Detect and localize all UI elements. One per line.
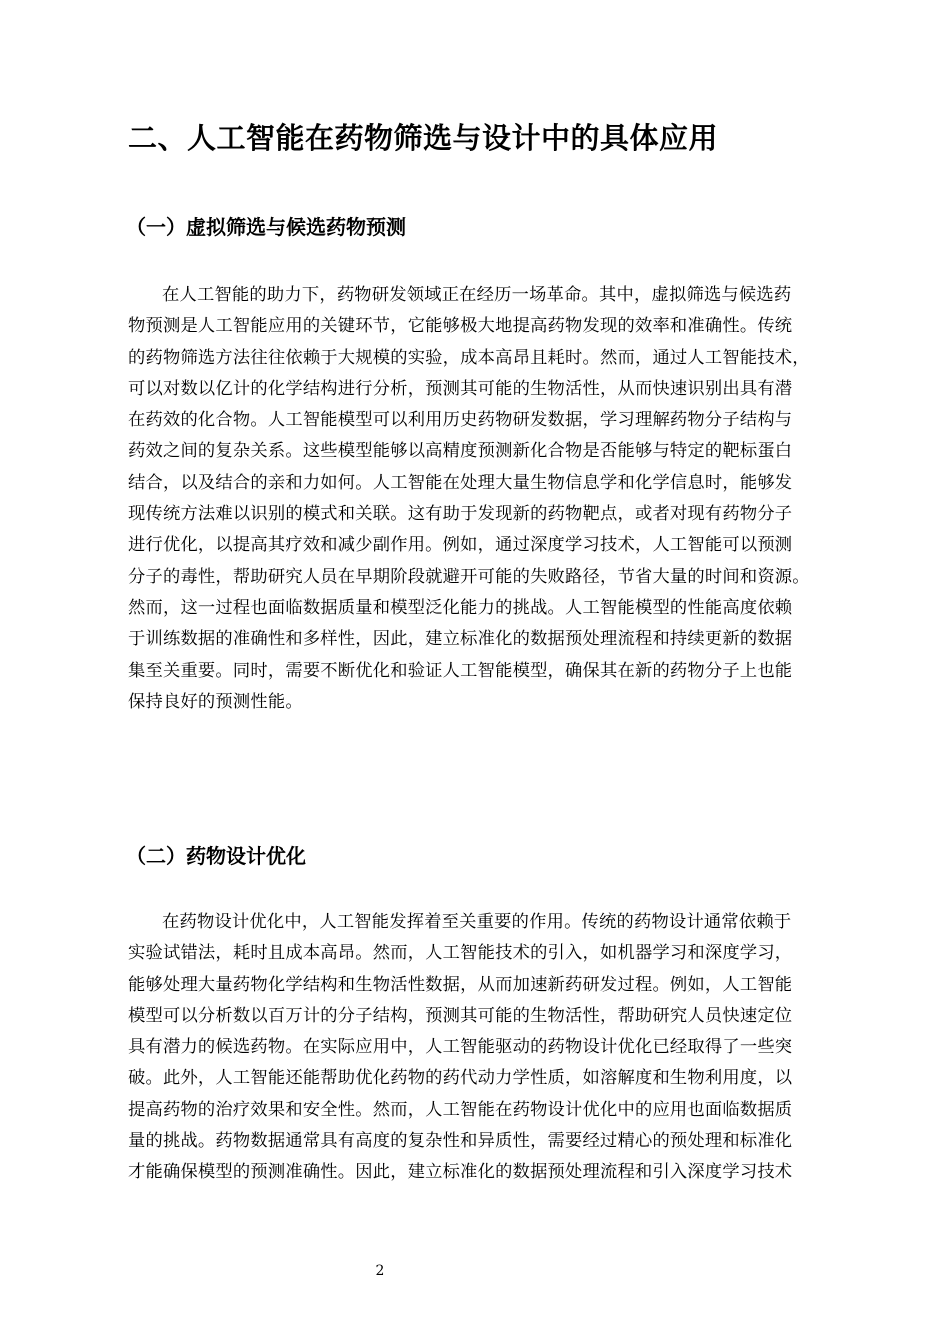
paragraph-line: 保持良好的预测性能。 <box>128 691 303 712</box>
chapter-heading: 二、人工智能在药物筛选与设计中的具体应用 <box>128 121 719 155</box>
paragraph-line: 具有潜力的候选药物。在实际应用中，人工智能驱动的药物设计优化已经取得了一些突 <box>128 1037 793 1058</box>
paragraph-line: 破。此外，人工智能还能帮助优化药物的药代动力学性质，如溶解度和生物利用度，以 <box>128 1068 793 1089</box>
paragraph-line: 结合，以及结合的亲和力如何。人工智能在处理大量生物信息学和化学信息时，能够发 <box>128 472 793 493</box>
paragraph-line: 实验试错法，耗时且成本高昂。然而，人工智能技术的引入，如机器学习和深度学习， <box>128 943 793 964</box>
paragraph-line: 可以对数以亿计的化学结构进行分析，预测其可能的生物活性，从而快速识别出具有潜 <box>128 378 793 399</box>
paragraph-line: 提高药物的治疗效果和安全性。然而，人工智能在药物设计优化中的应用也面临数据质 <box>128 1099 793 1120</box>
paragraph-line: 量的挑战。药物数据通常具有高度的复杂性和异质性，需要经过精心的预处理和标准化 <box>128 1131 793 1152</box>
paragraph-line: 能够处理大量药物化学结构和生物活性数据，从而加速新药研发过程。例如，人工智能 <box>128 974 793 995</box>
paragraph-line: 药效之间的复杂关系。这些模型能够以高精度预测新化合物是否能够与特定的靶标蛋白 <box>128 441 793 462</box>
paragraph-line: 然而，这一过程也面临数据质量和模型泛化能力的挑战。人工智能模型的性能高度依赖 <box>128 597 793 618</box>
section-1-paragraph <box>128 280 848 718</box>
paragraph-line: 才能确保模型的预测准确性。因此，建立标准化的数据预处理流程和引入深度学习技术 <box>128 1162 793 1183</box>
paragraph-line: 集至关重要。同时，需要不断优化和验证人工智能模型，确保其在新的药物分子上也能 <box>128 660 793 681</box>
section-2-paragraph <box>128 907 848 1189</box>
page-number: 2 <box>375 1263 385 1279</box>
paragraph-line: 在药物设计优化中，人工智能发挥着至关重要的作用。传统的药物设计通常依赖于 <box>162 912 792 932</box>
paragraph-line: 进行优化，以提高其疗效和减少副作用。例如，通过深度学习技术，人工智能可以预测 <box>128 535 793 556</box>
paragraph-line: 模型可以分析数以百万计的分子结构，预测其可能的生物活性，帮助研究人员快速定位 <box>128 1005 793 1026</box>
paragraph-line: 分子的毒性，帮助研究人员在早期阶段就避开可能的失败路径，节省大量的时间和资源。 <box>128 566 810 587</box>
paragraph-line: 物预测是人工智能应用的关键环节，它能够极大地提高药物发现的效率和准确性。传统 <box>128 316 793 337</box>
paragraph-line: 于训练数据的准确性和多样性，因此，建立标准化的数据预处理流程和持续更新的数据 <box>128 629 793 650</box>
paragraph-line: 在人工智能的助力下，药物研发领域正在经历一场革命。其中，虚拟筛选与候选药 <box>162 285 792 305</box>
paragraph-line: 现传统方法难以识别的模式和关联。这有助于发现新的药物靶点，或者对现有药物分子 <box>128 504 793 525</box>
paragraph-line: 的药物筛选方法往往依赖于大规模的实验，成本高昂且耗时。然而，通过人工智能技术， <box>128 347 810 368</box>
section-heading-1: （一）虚拟筛选与候选药物预测 <box>126 215 406 239</box>
paragraph-line: 在药效的化合物。人工智能模型可以利用历史药物研发数据，学习理解药物分子结构与 <box>128 410 793 431</box>
section-heading-2: （二）药物设计优化 <box>126 844 306 868</box>
